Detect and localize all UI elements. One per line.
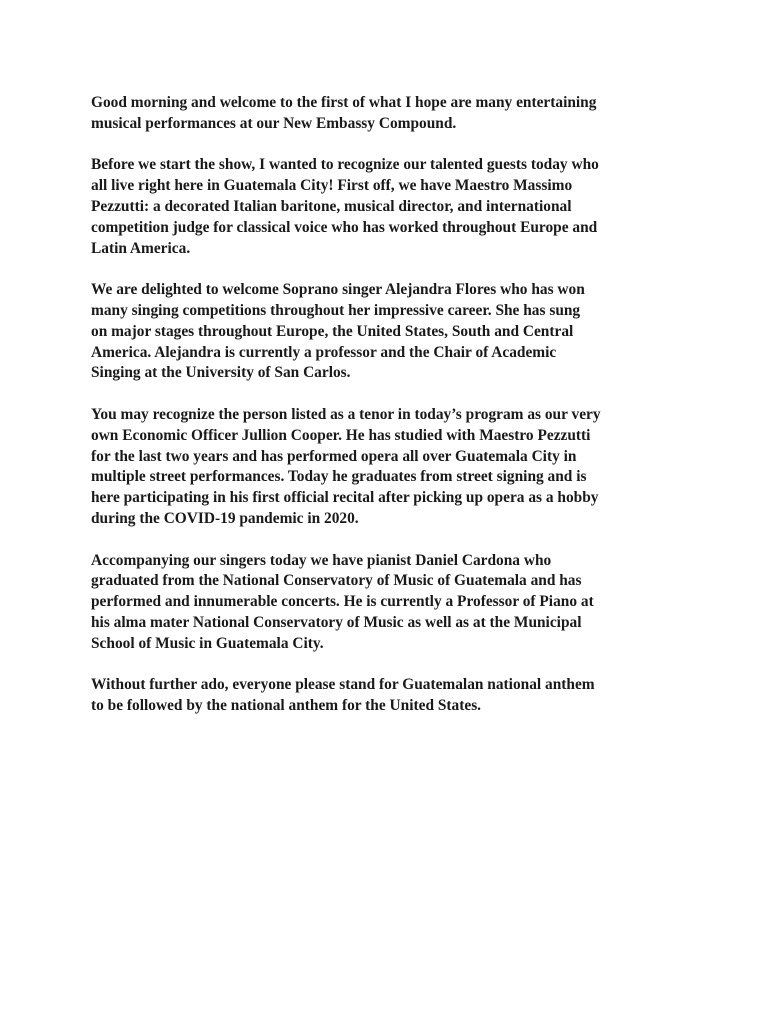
document-body xyxy=(91,93,701,738)
paragraph-anthem: Without further ado, everyone please stand for Guatemalan national anthem to be followed by the national anthem for the United States. xyxy=(91,676,595,715)
paragraph-pianist: Accompanying our singers today we have pianist Daniel Cardona who graduated from the National Conservatory of Music of Guatemala and has performed and innumerable concerts. He is currently a Professor of Piano at his alma mater National Conservatory of Music as well as at the Municipal School of Music in Guatemala City. xyxy=(91,551,594,652)
paragraph-welcome: Good morning and welcome to the first of what I hope are many entertaining musical performances at our New Embassy Compound. xyxy=(91,94,597,132)
paragraph-tenor: You may recognize the person listed as a tenor in today’s program as our very own Economic Officer Jullion Cooper. He has studied with Maestro Pezzutti for the last two years and has performed opera all over Guatemala City in multiple street performances. Today he graduates from street signing and is here participating in his first official recital after picking up opera as a hobby during the COVID-19 pandemic in 2020. xyxy=(91,405,601,527)
paragraph-guests-intro: Before we start the show, I wanted to recognize our talented guests today who all live right here in Guatemala City! First off, we have Maestro Massimo Pezzutti: a decorated Italian baritone, musical director, and international competition judge for classical voice who has worked throughout Europe and Latin America. xyxy=(91,156,599,257)
paragraph-soprano: We are delighted to welcome Soprano singer Alejandra Flores who has won many singing competitions throughout her impressive career. She has sung on major stages throughout Europe, the United States, South and Central America. Alejandra is currently a professor and the Chair of Academic Singing at the University of San Carlos. xyxy=(91,281,585,382)
